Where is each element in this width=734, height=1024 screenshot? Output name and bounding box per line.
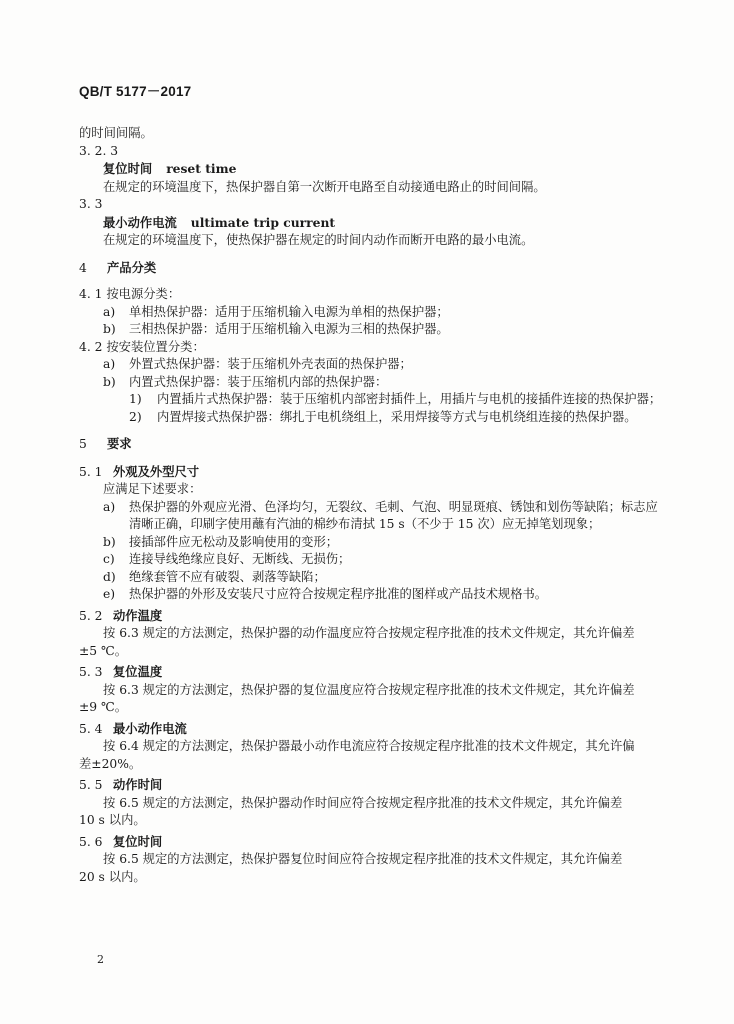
list-marker: c) [103,552,115,566]
section-4-heading [79,259,664,278]
list-text: 内置焊接式热保护器：绑扎于电机绕组上，采用焊接等方式与电机绕组连接的热保护器。 [157,409,637,424]
clause-title: 动作温度 [113,607,163,623]
clause-5-2-heading [79,607,664,626]
list-text: 接插部件应无松动及影响使用的变形； [129,534,339,549]
section-5-title: 要求 [107,436,132,451]
list-text: 连接导线绝缘应良好、无断线、无损伤； [129,552,351,566]
document-code: QB/T 5177－2017 [79,84,192,99]
list-item [79,551,664,569]
term-reset-time-definition: 在规定的环境温度下，热保护器自第一次断开电路至自动接通电路止的时间间隔。 [103,179,546,194]
list-item [79,321,664,339]
list-text: 三相热保护器：适用于压缩机输入电源为三相的热保护器。 [129,322,449,336]
clause-number: 5. 1 [79,464,103,479]
clause-5-6-heading [79,833,664,852]
document-body [79,125,664,886]
clause-title: 复位时间 [113,833,163,849]
list-text: 单相热保护器：适用于压缩机输入电源为单相的热保护器； [129,304,449,319]
clause-3-3-number: 3. 3 [79,197,103,211]
clause-5-4-text: 按 6.4 规定的方法测定，热保护器最小动作电流应符合按规定程序批准的技术文件规定，其允许偏 [103,739,635,753]
clause-number: 5. 3 [79,665,103,679]
clause-5-3-text-cont: ±9 ℃。 [79,700,128,714]
clause-number: 5. 6 [79,834,103,849]
clause-title: 最小动作电流 [113,720,187,736]
clause-5-6-text: 按 6.5 规定的方法测定，热保护器复位时间应符合按规定程序批准的技术文件规定，其允许偏差 [103,852,623,866]
clause-4-2: 4. 2 按安装位置分类： [79,339,205,354]
term-ultimate-trip-current-definition: 在规定的环境温度下，使热保护器在规定的时间内动作而断开电路的最小电流。 [103,233,534,247]
clause-number: 5. 2 [79,608,103,623]
clause-4-1: 4. 1 按电源分类： [79,287,181,301]
term-utc-en: ultimate trip current [190,214,336,230]
list-item [79,586,664,604]
sub-list-item [79,391,664,409]
list-marker: b) [103,534,116,549]
list-marker: a) [103,499,116,514]
clause-number: 5. 4 [79,721,103,736]
clause-3-2-3-number: 3. 2. 3 [79,143,119,158]
list-text: 外置式热保护器：装于压缩机外壳表面的热保护器； [129,357,412,371]
clause-5-2-text: 按 6.3 规定的方法测定，热保护器的动作温度应符合按规定程序批准的技术文件规定，其允许偏差 [103,626,635,640]
clause-5-5-heading [79,776,664,795]
list-item [79,304,664,322]
list-text: 热保护器的外观应光滑、色泽均匀，无裂纹、毛刺、气泡、明显斑痕、锈蚀和划伤等缺陷；标志应清晰正确，印刷字使用蘸有汽油的棉纱布清拭 15 s（不少于 15 次）应无掉笔划现象； [129,499,658,531]
list-item [79,569,664,587]
clause-5-5-text-cont: 10 s 以内。 [79,813,146,827]
page-number: 2 [97,953,104,966]
clause-title: 复位温度 [113,664,163,679]
clause-5-6-text-cont: 20 s 以内。 [79,869,146,884]
list-text: 绝缘套管不应有破裂、剥落等缺陷； [129,569,326,584]
clause-title: 外观及外型尺寸 [113,463,200,479]
list-marker: a) [103,304,116,319]
list-marker: d) [103,569,116,584]
clause-5-5-text: 按 6.5 规定的方法测定，热保护器动作时间应符合按规定程序批准的技术文件规定，其允许偏差 [103,795,623,810]
term-reset-time-cn: 复位时间 [103,161,153,176]
list-item [79,356,664,374]
clause-5-3-text: 按 6.3 规定的方法测定，热保护器的复位温度应符合按规定程序批准的技术文件规定，其允许偏差 [103,682,635,697]
clause-5-1-intro: 应满足下述要求： [103,482,202,496]
list-item [79,374,664,392]
list-marker: b) [103,322,116,336]
paragraph-continuation: 的时间间隔。 [79,126,153,140]
section-4-number: 4 [79,260,87,275]
clause-5-1-heading [79,463,664,482]
clause-5-2-text-cont: ±5 ℃。 [79,643,128,658]
clause-5-3-heading [79,663,664,682]
term-utc-cn: 最小动作电流 [103,214,177,230]
list-item [79,534,664,552]
sub-list-item [79,409,664,427]
section-5-heading [79,435,664,454]
clause-5-4-heading [79,720,664,739]
clause-title: 动作时间 [113,777,163,792]
list-marker: 1) [129,392,142,406]
clause-5-4-text-cont: 差±20%。 [79,756,142,771]
term-ultimate-trip-current [79,214,664,233]
term-reset-time-en: reset time [166,161,237,176]
list-text: 热保护器的外形及安装尺寸应符合按规定程序批准的图样或产品技术规格书。 [129,587,548,601]
list-item [79,499,664,534]
list-text: 内置式热保护器：装于压缩机内部的热保护器： [129,374,388,389]
section-5-number: 5 [79,437,87,451]
section-4-title: 产品分类 [107,259,157,275]
list-marker: e) [103,587,116,601]
list-text: 内置插片式热保护器：装于压缩机内部密封插件上，用插片与电机的接插件连接的热保护器； [157,392,662,406]
list-marker: b) [103,374,116,389]
clause-number: 5. 5 [79,778,103,792]
list-marker: 2) [129,409,142,424]
list-marker: a) [103,357,116,371]
term-reset-time [79,160,664,179]
